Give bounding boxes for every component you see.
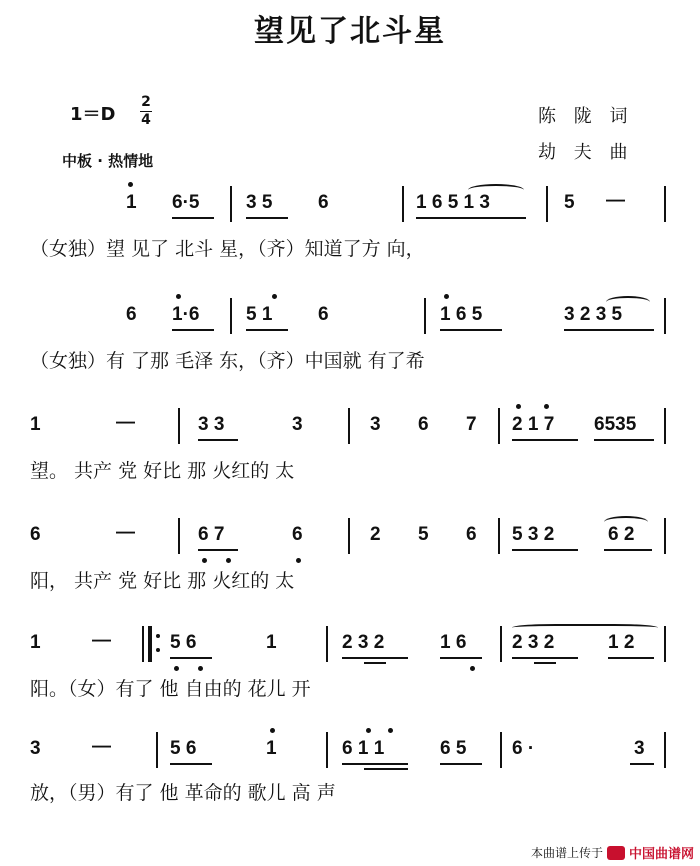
dash: — <box>92 736 111 757</box>
underline <box>440 329 502 331</box>
note: 6 <box>318 304 329 325</box>
low-dot <box>198 666 203 671</box>
underline <box>342 657 408 659</box>
barline <box>230 298 232 334</box>
upload-text: 本曲谱上传于 <box>530 846 603 860</box>
barline <box>348 408 350 444</box>
underline <box>608 657 654 659</box>
barline <box>498 518 500 554</box>
high-dot <box>272 294 277 299</box>
underline <box>512 549 578 551</box>
barline <box>230 186 232 222</box>
low-dot <box>202 558 207 563</box>
note: 6535 <box>594 414 637 435</box>
lyrics-line-3: 望。 共产 党 好比 那 火红的 太 <box>30 460 295 482</box>
high-dot <box>176 294 181 299</box>
note: 3 3 <box>198 414 225 435</box>
underline <box>246 217 288 219</box>
note: 6 <box>418 414 429 435</box>
note: 7 <box>466 414 477 435</box>
barline <box>546 186 548 222</box>
note: 6·5 <box>172 192 200 213</box>
composer-credit: 劫 夫 曲 <box>538 142 634 163</box>
barline <box>348 518 350 554</box>
underline <box>440 763 482 765</box>
underline <box>512 657 578 659</box>
barline <box>156 732 158 768</box>
note: 5 <box>564 192 575 213</box>
note: 1 6 5 <box>440 304 483 325</box>
note: 3 <box>370 414 381 435</box>
note: 5 1 <box>246 304 273 325</box>
meter-top: 2 <box>141 94 151 110</box>
note: 1 2 <box>608 632 635 653</box>
low-dot <box>470 666 475 671</box>
notation-row-1 <box>0 186 700 222</box>
underline <box>630 763 654 765</box>
underline <box>198 549 238 551</box>
note: 6 · <box>512 738 535 759</box>
underline <box>172 329 214 331</box>
notation-row-3 <box>0 408 700 444</box>
notation-row-5 <box>0 626 700 662</box>
barline <box>326 626 328 662</box>
barline <box>402 186 404 222</box>
lyrics-line-6: 放，（男）有了 他 革命的 歌儿 高 声 <box>30 782 336 804</box>
high-dot <box>388 728 393 733</box>
dash: — <box>116 412 135 433</box>
note: 1·6 <box>172 304 200 325</box>
barline <box>326 732 328 768</box>
underline <box>246 329 288 331</box>
underline <box>564 329 654 331</box>
note: 5 3 2 <box>512 524 555 545</box>
time-signature <box>140 96 152 127</box>
barline <box>178 518 180 554</box>
barline <box>500 626 502 662</box>
barline <box>498 408 500 444</box>
note: 1 <box>30 414 41 435</box>
dash: — <box>92 630 111 651</box>
underline <box>440 657 482 659</box>
note: 1 <box>266 632 277 653</box>
lyrics-line-1: （女独）望 见了 北斗 星，（齐）知道了方 向， <box>30 238 425 260</box>
low-dot <box>296 558 301 563</box>
slur <box>468 184 524 196</box>
underline <box>198 439 238 441</box>
note: 2 <box>370 524 381 545</box>
underline <box>172 217 214 219</box>
underline <box>364 662 386 664</box>
dash: — <box>116 522 135 543</box>
barline <box>178 408 180 444</box>
repeat-barline-thin <box>142 626 144 662</box>
note: 1 <box>266 738 277 759</box>
notation-row-2 <box>0 298 700 334</box>
repeat-dot <box>156 634 160 638</box>
barline <box>664 732 666 768</box>
song-title: 望见了北斗星 <box>254 14 446 49</box>
note: 6 7 <box>198 524 225 545</box>
note: 3 <box>634 738 645 759</box>
underline <box>364 768 408 770</box>
notation-row-6 <box>0 732 700 768</box>
lyricist-credit: 陈 陇 词 <box>538 106 634 127</box>
note: 6 1 1 <box>342 738 385 759</box>
notation-row-4 <box>0 518 700 554</box>
note: 5 6 <box>170 632 197 653</box>
note: 1 6 <box>440 632 467 653</box>
note: 3 5 <box>246 192 273 213</box>
note: 3 2 3 5 <box>564 304 623 325</box>
low-dot <box>226 558 231 563</box>
note: 2 3 2 <box>342 632 385 653</box>
site-logo-icon <box>607 846 625 860</box>
barline <box>500 732 502 768</box>
barline <box>424 298 426 334</box>
high-dot <box>444 294 449 299</box>
note: 6 2 <box>608 524 635 545</box>
low-dot <box>174 666 179 671</box>
barline <box>664 408 666 444</box>
lyrics-line-5: 阳。（女）有了 他 自由的 花儿 开 <box>30 678 311 700</box>
meter-bottom: 4 <box>141 112 151 128</box>
note: 2 1 7 <box>512 414 555 435</box>
note: 1 <box>126 192 137 213</box>
note: 6 <box>30 524 41 545</box>
site-brand[interactable]: 中国曲谱网 <box>628 847 694 862</box>
site-footer <box>531 843 694 862</box>
underline <box>416 217 526 219</box>
note: 6 <box>466 524 477 545</box>
barline <box>664 626 666 662</box>
underline <box>604 549 652 551</box>
high-dot <box>270 728 275 733</box>
note: 1 <box>30 632 41 653</box>
dash: — <box>606 190 625 211</box>
note: 3 <box>30 738 41 759</box>
note: 5 <box>418 524 429 545</box>
underline <box>534 662 556 664</box>
slur <box>604 516 648 528</box>
high-dot <box>516 404 521 409</box>
note: 6 5 <box>440 738 467 759</box>
tempo-marking: 中板 · 热情地 <box>62 152 154 170</box>
underline <box>594 439 654 441</box>
underline <box>170 657 212 659</box>
note: 1 6 5 1 3 <box>416 192 490 213</box>
underline <box>512 439 578 441</box>
note: 2 3 2 <box>512 632 555 653</box>
note: 6 <box>318 192 329 213</box>
high-dot <box>128 182 133 187</box>
high-dot <box>544 404 549 409</box>
note: 6 <box>126 304 137 325</box>
repeat-dot <box>156 648 160 652</box>
barline <box>664 298 666 334</box>
note: 3 <box>292 414 303 435</box>
barline <box>664 518 666 554</box>
underline <box>342 763 408 765</box>
note: 5 6 <box>170 738 197 759</box>
slur <box>606 296 650 308</box>
lyrics-line-2: （女独）有 了那 毛泽 东，（齐）中国就 有了希 <box>30 350 425 372</box>
barline <box>664 186 666 222</box>
underline <box>170 763 212 765</box>
high-dot <box>366 728 371 733</box>
note: 6 <box>292 524 303 545</box>
key-signature: 1＝D <box>70 104 116 125</box>
lyrics-line-4: 阳， 共产 党 好比 那 火红的 太 <box>30 570 295 592</box>
repeat-barline-thick <box>148 626 152 662</box>
